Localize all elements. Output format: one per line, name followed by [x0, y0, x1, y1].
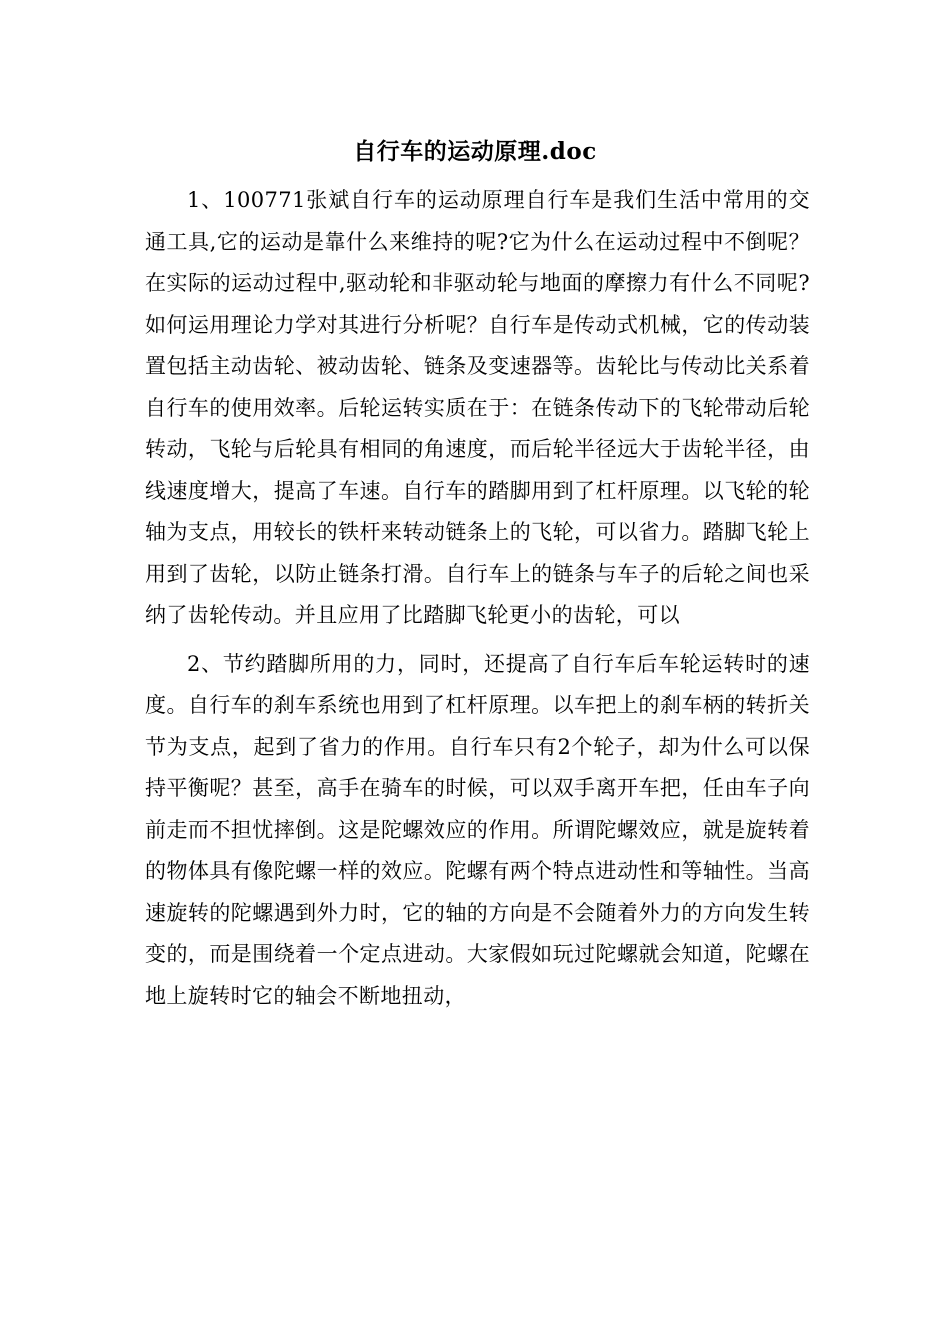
- document-title: 自行车的运动原理.doc: [353, 138, 597, 165]
- paragraph-1: 1、100771张斌自行车的运动原理自行车是我们生活中常用的交通工具,它的运动是靠什么来维持的呢?它为什么在运动过程中不倒呢？在实际的运动过程中,驱动轮和非驱动轮与地面的摩擦力有什么不同呢?如何运用理论力学对其进行分析呢？自行车是传动式机械，它的传动装置包括主动齿轮、被动齿轮、链条及变速器等。齿轮比与传动比关系着自行车的使用效率。后轮运转实质在于：在链条传动下的飞轮带动后轮转动，飞轮与后轮具有相同的角速度，而后轮半径远大于齿轮半径，由线速度增大，提高了车速。自行车的踏脚用到了杠杆原理。以飞轮的轮轴为支点，用较长的铁杆来转动链条上的飞轮，可以省力。踏脚飞轮上用到了齿轮，以防止链条打滑。自行车上的链条与车子的后轮之间也采纳了齿轮传动。并且应用了比踏脚飞轮更小的齿轮，可以: [145, 188, 810, 627]
- paragraph-2: 2、节约踏脚所用的力，同时，还提高了自行车后车轮运转时的速度。自行车的刹车系统也用到了杠杆原理。以车把上的刹车柄的转折关节为支点，起到了省力的作用。自行车只有2个轮子，却为什么可以保持平衡呢？甚至，高手在骑车的时候，可以双手离开车把，任由车子向前走而不担忧摔倒。这是陀螺效应的作用。所谓陀螺效应，就是旋转着的物体具有像陀螺一样的效应。陀螺有两个特点进动性和等轴性。当高速旋转的陀螺遇到外力时，它的轴的方向是不会随着外力的方向发生转变的，而是围绕着一个定点进动。大家假如玩过陀螺就会知道，陀螺在地上旋转时它的轴会不断地扭动，: [145, 651, 810, 1008]
- document-body: [145, 180, 810, 1017]
